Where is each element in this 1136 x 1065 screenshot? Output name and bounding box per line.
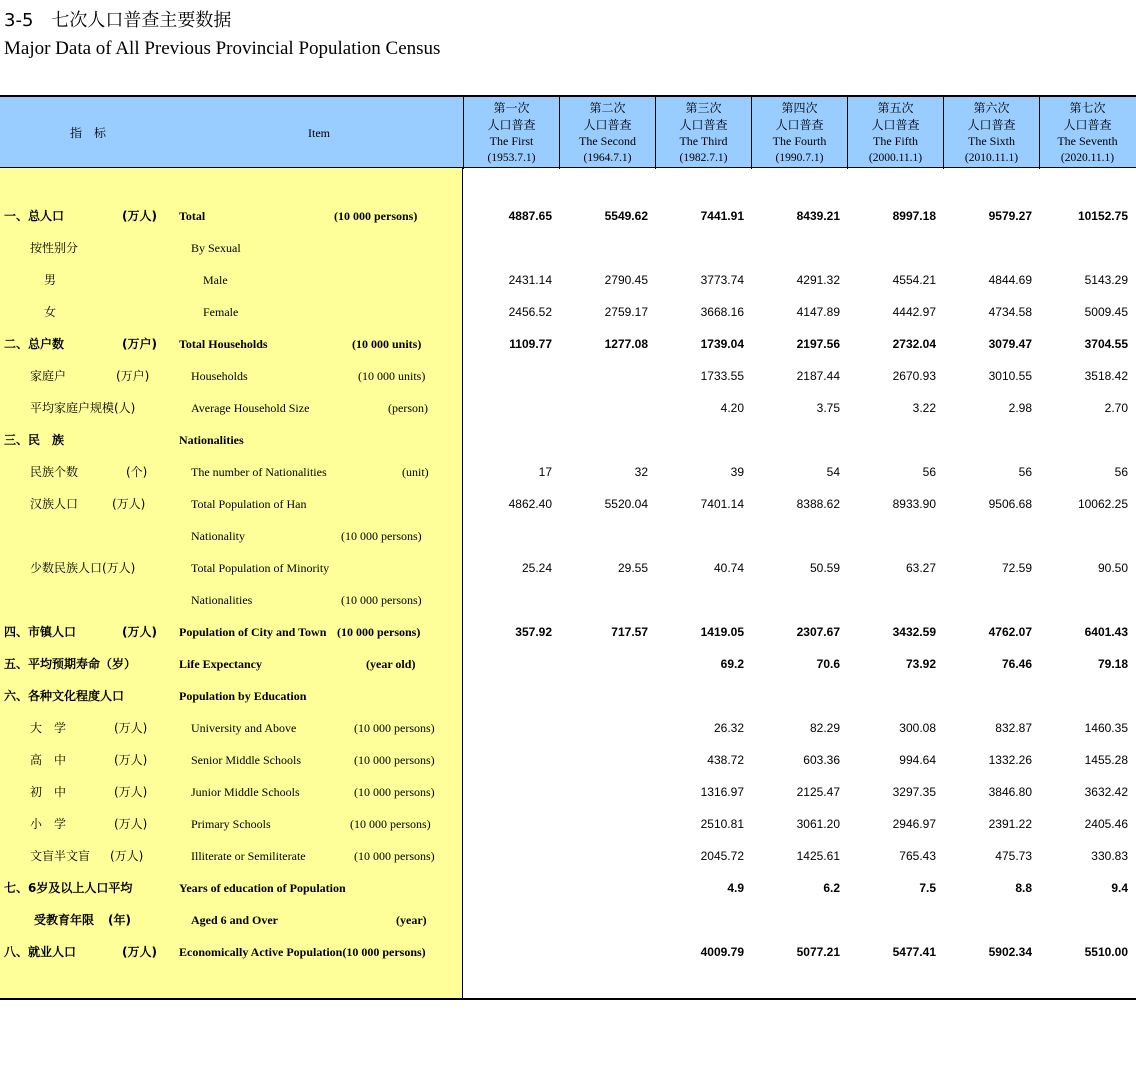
row-label-en: Life Expectancy bbox=[179, 657, 262, 671]
table-cell-value: 8.8 bbox=[1015, 881, 1032, 895]
table-cell-value: 1109.77 bbox=[509, 337, 552, 351]
header-item-label-en: Item bbox=[308, 126, 330, 140]
row-label-cn: 初 中 bbox=[30, 785, 67, 799]
table-row bbox=[0, 712, 1136, 744]
row-label-cn: 女 bbox=[44, 305, 57, 319]
table-cell-value: 56 bbox=[1018, 465, 1032, 479]
row-label-en: Male bbox=[203, 273, 228, 287]
column-header-cn1: 第七次 bbox=[1069, 101, 1106, 115]
row-label-cn: 家庭户 bbox=[30, 369, 67, 383]
row-unit-en: (year) bbox=[396, 913, 427, 927]
table-cell-value: 4.9 bbox=[727, 881, 744, 895]
table-cell-value: 79.18 bbox=[1097, 657, 1128, 671]
table-cell-value: 7.5 bbox=[919, 881, 936, 895]
row-label-cn: 六、各种文化程度人口 bbox=[4, 689, 125, 703]
row-label-cn: 一、总人口 bbox=[4, 209, 65, 223]
table-cell-value: 9.4 bbox=[1111, 881, 1128, 895]
table-row bbox=[0, 776, 1136, 808]
table-cell-value: 76.46 bbox=[1001, 657, 1032, 671]
table-cell-value: 717.57 bbox=[611, 625, 648, 639]
table-cell-value: 5510.00 bbox=[1084, 945, 1128, 959]
table-cell-value: 8997.18 bbox=[892, 209, 936, 223]
table-bottom-rule bbox=[0, 998, 1136, 1000]
row-unit-cn: (个) bbox=[126, 465, 148, 479]
table-cell-value: 2790.45 bbox=[604, 273, 648, 287]
table-row bbox=[0, 296, 1136, 328]
column-header-en: The Second bbox=[579, 134, 636, 148]
table-cell-value: 2.98 bbox=[1008, 401, 1032, 415]
table-cell-value: 2946.97 bbox=[892, 817, 936, 831]
row-unit-en: (10 000 persons) bbox=[337, 625, 421, 639]
table-cell-value: 3061.20 bbox=[796, 817, 840, 831]
table-cell-value: 4442.97 bbox=[892, 305, 936, 319]
column-header-cn2: 人口普查 bbox=[679, 117, 728, 132]
table-cell-value: 2.70 bbox=[1104, 401, 1128, 415]
row-unit-cn: (万户) bbox=[122, 337, 157, 351]
row-unit-en: (10 000 persons) bbox=[354, 721, 435, 735]
table-cell-value: 4762.07 bbox=[988, 625, 1032, 639]
column-header-en: The Fourth bbox=[772, 134, 827, 148]
table-row bbox=[0, 232, 1136, 264]
table-cell-value: 2405.46 bbox=[1084, 817, 1128, 831]
column-header-cn2: 人口普查 bbox=[583, 117, 632, 132]
table-cell-value: 5009.45 bbox=[1084, 305, 1128, 319]
table-cell-value: 3632.42 bbox=[1084, 785, 1128, 799]
column-header-cn1: 第四次 bbox=[781, 101, 818, 115]
table-row bbox=[0, 648, 1136, 680]
table-row bbox=[0, 584, 1136, 616]
table-cell-value: 29.55 bbox=[617, 561, 648, 575]
column-header-en: The First bbox=[489, 134, 534, 148]
table-cell-value: 2045.72 bbox=[700, 849, 744, 863]
column-header-6 bbox=[943, 97, 1039, 169]
table-cell-value: 1455.28 bbox=[1084, 753, 1128, 767]
table-cell-value: 5477.41 bbox=[892, 945, 936, 959]
table-cell-value: 5549.62 bbox=[604, 209, 648, 223]
row-unit-cn: (万人) bbox=[122, 209, 157, 223]
row-label-cn: 七、6岁及以上人口平均 bbox=[4, 881, 133, 895]
table-row bbox=[0, 616, 1136, 648]
column-header-1 bbox=[463, 97, 559, 169]
row-label-en: Total Population of Han bbox=[191, 497, 307, 511]
table-cell-value: 1419.05 bbox=[700, 625, 744, 639]
row-unit-en: (10 000 persons) bbox=[341, 529, 422, 543]
table-cell-value: 8933.90 bbox=[892, 497, 936, 511]
table-cell-value: 330.83 bbox=[1091, 849, 1128, 863]
row-unit-en: (year old) bbox=[366, 657, 416, 671]
row-label-cn: 按性别分 bbox=[30, 241, 79, 255]
table-cell-value: 4862.40 bbox=[508, 497, 552, 511]
table-cell-value: 82.29 bbox=[809, 721, 840, 735]
column-header-en: The Seventh bbox=[1057, 134, 1118, 148]
row-unit-cn: (万人) bbox=[114, 785, 148, 799]
table-cell-value: 5077.21 bbox=[796, 945, 840, 959]
row-label-cn: 文盲半文盲 bbox=[30, 849, 91, 863]
row-unit-cn: (万人) bbox=[114, 753, 148, 767]
table-cell-value: 10062.25 bbox=[1077, 497, 1128, 511]
table-row bbox=[0, 744, 1136, 776]
row-label-cn: 四、市镇人口 bbox=[4, 625, 77, 639]
table-cell-value: 73.92 bbox=[905, 657, 936, 671]
table-row bbox=[0, 488, 1136, 520]
row-unit-cn: (年) bbox=[108, 913, 131, 927]
table-cell-value: 9579.27 bbox=[988, 209, 1032, 223]
page-title-english: Major Data of All Previous Provincial Population Census bbox=[4, 38, 441, 59]
table-row bbox=[0, 264, 1136, 296]
row-unit-cn: (万人) bbox=[122, 945, 157, 959]
table-cell-value: 50.59 bbox=[809, 561, 840, 575]
row-label-cn: 八、就业人口 bbox=[4, 945, 77, 959]
row-unit-en: (10 000 persons) bbox=[354, 785, 435, 799]
row-label-cn: 男 bbox=[44, 273, 57, 287]
table-cell-value: 25.24 bbox=[521, 561, 552, 575]
row-unit-cn: (万户) bbox=[116, 369, 150, 383]
table-row bbox=[0, 456, 1136, 488]
table-cell-value: 56 bbox=[1114, 465, 1128, 479]
table-cell-value: 3079.47 bbox=[988, 337, 1032, 351]
table-cell-value: 56 bbox=[922, 465, 936, 479]
table-cell-value: 1425.61 bbox=[796, 849, 840, 863]
column-header-7 bbox=[1039, 97, 1135, 169]
column-header-cn1: 第三次 bbox=[685, 101, 722, 115]
table-cell-value: 832.87 bbox=[995, 721, 1032, 735]
table-cell-value: 438.72 bbox=[707, 753, 744, 767]
column-header-cn2: 人口普查 bbox=[775, 117, 824, 132]
column-header-en: The Sixth bbox=[968, 134, 1015, 148]
column-header-2 bbox=[559, 97, 655, 169]
table-cell-value: 3010.55 bbox=[988, 369, 1032, 383]
table-cell-value: 1277.08 bbox=[604, 337, 648, 351]
column-header-date: (1953.7.1) bbox=[487, 151, 536, 164]
table-cell-value: 63.27 bbox=[905, 561, 936, 575]
row-label-cn: 平均家庭户规模(人) bbox=[30, 401, 136, 415]
page-title-chinese: 3-5 七次人口普查主要数据 bbox=[4, 10, 232, 31]
row-unit-en: (unit) bbox=[402, 465, 429, 479]
row-label-cn: 五、平均预期寿命（岁） bbox=[4, 657, 137, 671]
row-label-en: University and Above bbox=[191, 721, 297, 735]
table-cell-value: 2431.14 bbox=[508, 273, 552, 287]
table-row bbox=[0, 872, 1136, 904]
header-item-label-cn: 指 标 bbox=[70, 126, 107, 140]
table-cell-value: 39 bbox=[730, 465, 744, 479]
column-header-cn2: 人口普查 bbox=[487, 117, 536, 132]
table-row bbox=[0, 328, 1136, 360]
table-cell-value: 3773.74 bbox=[700, 273, 744, 287]
row-label-en: Female bbox=[203, 305, 239, 319]
row-unit-en: (10 000 persons) bbox=[350, 817, 431, 831]
row-label-cn: 汉族人口 bbox=[30, 497, 79, 511]
row-label-en: Average Household Size bbox=[191, 401, 310, 415]
table-cell-value: 4554.21 bbox=[892, 273, 936, 287]
table-cell-value: 17 bbox=[538, 465, 552, 479]
row-label-en: Junior Middle Schools bbox=[191, 785, 300, 799]
table-cell-value: 4147.89 bbox=[796, 305, 840, 319]
table-cell-value: 765.43 bbox=[899, 849, 936, 863]
table-row bbox=[0, 840, 1136, 872]
column-header-3 bbox=[655, 97, 751, 169]
column-header-date: (2010.11.1) bbox=[964, 151, 1019, 164]
table-row bbox=[0, 520, 1136, 552]
table-cell-value: 2391.22 bbox=[988, 817, 1032, 831]
table-cell-value: 6401.43 bbox=[1084, 625, 1128, 639]
table-cell-value: 603.36 bbox=[803, 753, 840, 767]
row-unit-cn: (万人) bbox=[110, 849, 144, 863]
table-cell-value: 40.74 bbox=[713, 561, 744, 575]
column-header-cn1: 第六次 bbox=[973, 101, 1010, 115]
table-cell-value: 357.92 bbox=[515, 625, 552, 639]
table-row bbox=[0, 904, 1136, 936]
column-header-en: The Third bbox=[679, 134, 728, 148]
row-label-cn: 小 学 bbox=[30, 817, 67, 831]
table-cell-value: 4844.69 bbox=[988, 273, 1032, 287]
table-cell-value: 4291.32 bbox=[796, 273, 840, 287]
table-cell-value: 1739.04 bbox=[700, 337, 744, 351]
table-cell-value: 4.20 bbox=[720, 401, 744, 415]
row-unit-en: (10 000 persons) bbox=[334, 209, 418, 223]
column-header-5 bbox=[847, 97, 943, 169]
row-unit-en: (10 000 persons) bbox=[341, 593, 422, 607]
table-cell-value: 26.32 bbox=[713, 721, 744, 735]
table-cell-value: 72.59 bbox=[1001, 561, 1032, 575]
row-label-cn: 大 学 bbox=[30, 721, 67, 735]
row-unit-en: (10 000 units) bbox=[358, 369, 426, 383]
row-label-en: Nationalities bbox=[191, 593, 253, 607]
row-label-en: Total Households bbox=[179, 337, 268, 351]
table-cell-value: 2510.81 bbox=[700, 817, 744, 831]
row-unit-cn: (万人) bbox=[114, 721, 148, 735]
row-label-cn: 二、总户数 bbox=[4, 337, 65, 351]
table-cell-value: 475.73 bbox=[995, 849, 1032, 863]
table-cell-value: 2759.17 bbox=[604, 305, 648, 319]
row-label-en: By Sexual bbox=[191, 241, 241, 255]
table-cell-value: 90.50 bbox=[1097, 561, 1128, 575]
census-data-table bbox=[0, 95, 1136, 1000]
row-label-en: Senior Middle Schools bbox=[191, 753, 301, 767]
table-cell-value: 2187.44 bbox=[796, 369, 840, 383]
row-label-en: Nationality bbox=[191, 529, 245, 543]
row-label-en: Population of City and Town bbox=[179, 625, 327, 639]
table-cell-value: 2125.47 bbox=[796, 785, 840, 799]
column-header-date: (1964.7.1) bbox=[583, 151, 632, 164]
row-label-en: Total Population of Minority bbox=[191, 561, 330, 575]
row-label-en: Primary Schools bbox=[191, 817, 271, 831]
table-cell-value: 3.75 bbox=[816, 401, 840, 415]
table-cell-value: 1316.97 bbox=[700, 785, 744, 799]
column-header-cn2: 人口普查 bbox=[1063, 117, 1112, 132]
table-cell-value: 6.2 bbox=[823, 881, 840, 895]
column-header-date: (1990.7.1) bbox=[775, 151, 824, 164]
row-label-en: The number of Nationalities bbox=[191, 465, 327, 479]
table-cell-value: 1332.26 bbox=[988, 753, 1032, 767]
table-row bbox=[0, 360, 1136, 392]
table-cell-value: 4009.79 bbox=[700, 945, 744, 959]
table-cell-value: 4734.58 bbox=[988, 305, 1032, 319]
table-cell-value: 54 bbox=[826, 465, 840, 479]
row-label-en: Illiterate or Semiliterate bbox=[191, 849, 306, 863]
table-cell-value: 3297.35 bbox=[892, 785, 936, 799]
row-label-cn: 受教育年限 bbox=[34, 913, 95, 927]
row-label-en: Aged 6 and Over bbox=[191, 913, 278, 927]
table-row bbox=[0, 808, 1136, 840]
row-label-en: Total bbox=[179, 209, 206, 223]
row-label-cn: 少数民族人口(万人) bbox=[30, 561, 136, 575]
table-cell-value: 5143.29 bbox=[1084, 273, 1128, 287]
row-label-en: Economically Active Population(10 000 persons) bbox=[179, 945, 426, 959]
table-cell-value: 3846.80 bbox=[988, 785, 1032, 799]
row-label-en: Years of education of Population bbox=[179, 881, 346, 895]
column-header-cn2: 人口普查 bbox=[967, 117, 1016, 132]
table-cell-value: 5520.04 bbox=[604, 497, 648, 511]
column-header-cn1: 第一次 bbox=[493, 101, 530, 115]
table-row bbox=[0, 200, 1136, 232]
table-cell-value: 3518.42 bbox=[1084, 369, 1128, 383]
table-cell-value: 300.08 bbox=[899, 721, 936, 735]
row-unit-en: (10 000 persons) bbox=[354, 849, 435, 863]
table-cell-value: 3.22 bbox=[912, 401, 936, 415]
table-cell-value: 5902.34 bbox=[988, 945, 1032, 959]
table-cell-value: 1733.55 bbox=[700, 369, 744, 383]
table-row bbox=[0, 552, 1136, 584]
table-cell-value: 8388.62 bbox=[796, 497, 840, 511]
column-header-cn1: 第五次 bbox=[877, 101, 914, 115]
table-cell-value: 2307.67 bbox=[796, 625, 840, 639]
column-header-4 bbox=[751, 97, 847, 169]
table-cell-value: 994.64 bbox=[899, 753, 936, 767]
table-cell-value: 10152.75 bbox=[1077, 209, 1128, 223]
row-unit-en: (person) bbox=[388, 401, 428, 415]
table-cell-value: 7441.91 bbox=[700, 209, 744, 223]
table-cell-value: 9506.68 bbox=[988, 497, 1032, 511]
table-cell-value: 3704.55 bbox=[1084, 337, 1128, 351]
table-header bbox=[0, 95, 1136, 168]
column-header-date: (2000.11.1) bbox=[868, 151, 923, 164]
table-cell-value: 2670.93 bbox=[892, 369, 936, 383]
table-row bbox=[0, 424, 1136, 456]
row-unit-cn: (万人) bbox=[122, 625, 157, 639]
row-unit-en: (10 000 persons) bbox=[354, 753, 435, 767]
table-cell-value: 4887.65 bbox=[508, 209, 552, 223]
row-unit-en: (10 000 units) bbox=[352, 337, 422, 351]
table-cell-value: 70.6 bbox=[816, 657, 840, 671]
table-row bbox=[0, 392, 1136, 424]
row-unit-cn: (万人) bbox=[112, 497, 146, 511]
column-header-date: (1982.7.1) bbox=[679, 151, 728, 164]
table-cell-value: 69.2 bbox=[720, 657, 744, 671]
table-cell-value: 2456.52 bbox=[508, 305, 552, 319]
column-header-cn1: 第二次 bbox=[589, 101, 626, 115]
table-cell-value: 32 bbox=[634, 465, 648, 479]
column-header-date: (2020.11.1) bbox=[1060, 151, 1115, 164]
table-cell-value: 7401.14 bbox=[700, 497, 744, 511]
row-label-en: Households bbox=[191, 369, 248, 383]
row-label-cn: 高 中 bbox=[30, 753, 67, 767]
row-unit-cn: (万人) bbox=[114, 817, 148, 831]
table-cell-value: 1460.35 bbox=[1084, 721, 1128, 735]
table-cell-value: 8439.21 bbox=[796, 209, 840, 223]
column-header-cn2: 人口普查 bbox=[871, 117, 920, 132]
column-header-en: The Fifth bbox=[873, 134, 918, 148]
table-cell-value: 3668.16 bbox=[700, 305, 744, 319]
row-label-cn: 民族个数 bbox=[30, 465, 79, 479]
table-cell-value: 2732.04 bbox=[892, 337, 936, 351]
row-label-en: Population by Education bbox=[179, 689, 307, 703]
table-row bbox=[0, 936, 1136, 968]
table-cell-value: 3432.59 bbox=[892, 625, 936, 639]
table-row bbox=[0, 680, 1136, 712]
table-cell-value: 2197.56 bbox=[796, 337, 840, 351]
row-label-cn: 三、民 族 bbox=[4, 433, 65, 447]
row-label-en: Nationalities bbox=[179, 433, 244, 447]
